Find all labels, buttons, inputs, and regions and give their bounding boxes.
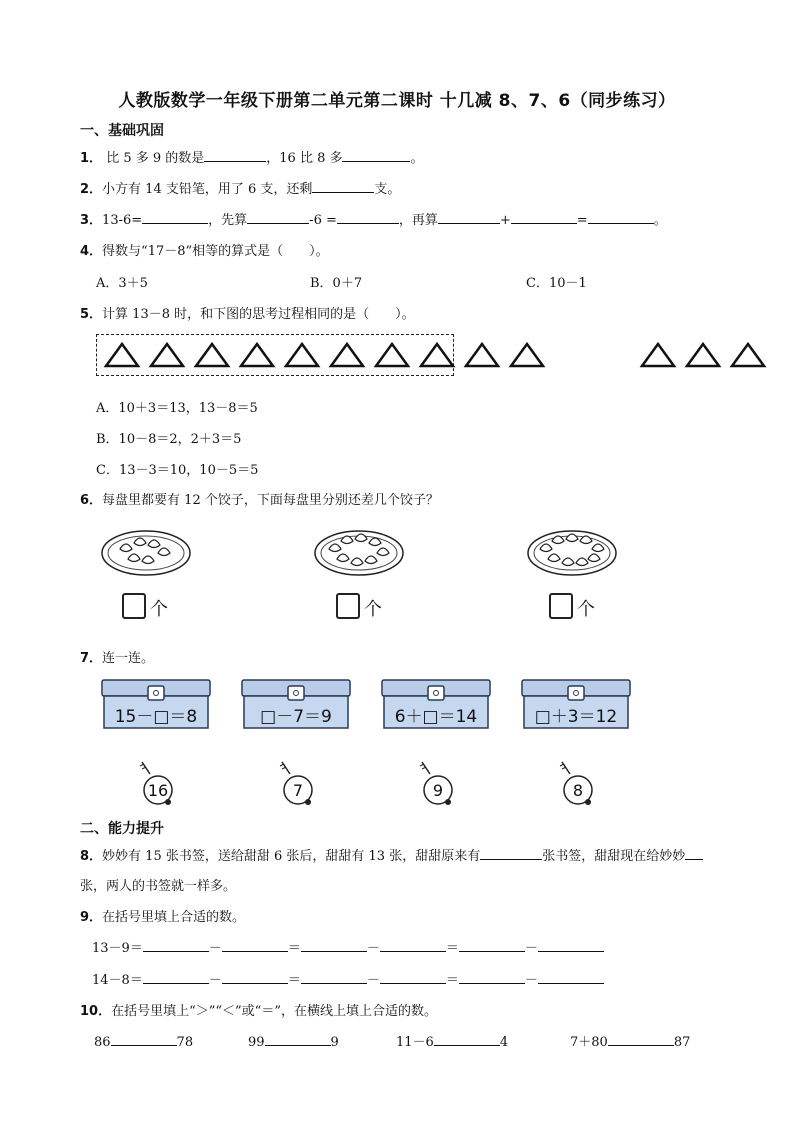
answer-blank[interactable] <box>511 209 577 224</box>
page-title: 人教版数学一年级下册第二单元第二课时 十几减 8、7、6（同步练习） <box>118 91 676 111</box>
answer-blank[interactable] <box>247 209 309 224</box>
answer-blank[interactable] <box>380 937 446 952</box>
question-7: 7．连一连。 <box>80 651 155 666</box>
chest-equation: 15－□＝8 <box>114 707 198 727</box>
equation-row-2: 14－8＝ － ＝ － ＝ － <box>92 969 604 988</box>
answer-blank[interactable] <box>265 1031 331 1046</box>
question-4: 4．得数与“17－8”相等的算式是（ ）。 <box>80 244 329 259</box>
unit-label: 个 <box>577 599 595 620</box>
option-c[interactable]: C．10－1 <box>526 276 587 291</box>
triangle-icon <box>687 344 719 366</box>
answer-blank[interactable] <box>459 937 525 952</box>
compare-item: 11－6 4 <box>396 1031 508 1050</box>
triangle-icon <box>106 344 138 366</box>
treasure-chest-3[interactable] <box>380 678 492 730</box>
answer-blank[interactable] <box>380 969 446 984</box>
option-c[interactable]: C．13－3＝10，10－5＝5 <box>96 463 259 478</box>
triangles-figure <box>0 336 794 386</box>
answer-box[interactable] <box>122 593 146 619</box>
triangle-icon <box>331 344 363 366</box>
answer-blank[interactable] <box>222 937 288 952</box>
answer-blank[interactable] <box>459 969 525 984</box>
answer-blank[interactable] <box>685 845 703 860</box>
answer-blank[interactable] <box>588 209 654 224</box>
triangle-icon <box>732 344 764 366</box>
answer-blank[interactable] <box>143 937 209 952</box>
answer-blank[interactable] <box>608 1031 674 1046</box>
question-8-cont: 张，两人的书签就一样多。 <box>80 879 237 894</box>
answer-blank[interactable] <box>301 969 367 984</box>
equation-row-1: 13－9＝ － ＝ － ＝ － <box>92 937 604 956</box>
key-1[interactable] <box>136 760 176 808</box>
answer-blank[interactable] <box>342 147 410 162</box>
option-a[interactable]: A．10＋3＝13，13－8＝5 <box>96 401 258 416</box>
triangle-icon <box>511 344 543 366</box>
triangle-icon <box>642 344 674 366</box>
key-number: 16 <box>147 781 169 800</box>
triangle-icon <box>196 344 228 366</box>
answer-blank[interactable] <box>438 209 500 224</box>
answer-blank[interactable] <box>337 209 399 224</box>
question-3: 3．13-6= ，先算 -6 = ，再算 + = 。 <box>80 209 667 228</box>
treasure-chest-4[interactable] <box>520 678 632 730</box>
question-10: 10．在括号里填上“＞”“＜”或“＝”，在横线上填上合适的数。 <box>80 1004 437 1019</box>
answer-blank[interactable] <box>538 969 604 984</box>
chest-equation: 6＋□＝14 <box>394 707 478 727</box>
section-advanced: 二、能力提升 <box>80 821 164 837</box>
section-basic: 一、基础巩固 <box>80 123 164 139</box>
question-5: 5．计算 13－8 时，和下图的思考过程相同的是（ ）。 <box>80 307 415 322</box>
triangle-icon <box>466 344 498 366</box>
answer-blank[interactable] <box>480 845 542 860</box>
key-number: 7 <box>292 781 304 800</box>
option-b[interactable]: B．10－8＝2，2＋3＝5 <box>96 432 242 447</box>
key-number: 9 <box>432 781 444 800</box>
question-1: 1． 比 5 多 9 的数是 ，16 比 8 多 。 <box>80 147 424 166</box>
option-a[interactable]: A．3＋5 <box>96 276 148 291</box>
answer-blank[interactable] <box>111 1031 177 1046</box>
chest-equation: □－7＝9 <box>260 707 332 727</box>
treasure-chest-2[interactable] <box>240 678 352 730</box>
answer-blank[interactable] <box>222 969 288 984</box>
answer-blank[interactable] <box>142 209 208 224</box>
answer-blank[interactable] <box>204 147 266 162</box>
dumpling-plate-icon <box>526 525 618 581</box>
key-3[interactable] <box>416 760 456 808</box>
answer-blank[interactable] <box>538 937 604 952</box>
answer-blank[interactable] <box>312 178 374 193</box>
answer-blank[interactable] <box>434 1031 500 1046</box>
dumpling-plate-icon <box>100 525 192 581</box>
triangle-icon <box>421 344 453 366</box>
question-8: 8．妙妙有 15 张书签，送给甜甜 6 张后，甜甜有 13 张，甜甜原来有 张书签，甜甜现在给妙妙 <box>80 845 703 864</box>
triangle-icon <box>376 344 408 366</box>
dumpling-plate-icon <box>313 525 405 581</box>
question-2: 2．小方有 14 支铅笔，用了 6 支，还剩 支。 <box>80 178 400 197</box>
unit-label: 个 <box>364 599 382 620</box>
triangle-icon <box>286 344 318 366</box>
answer-blank[interactable] <box>143 969 209 984</box>
option-b[interactable]: B．0＋7 <box>310 276 363 291</box>
question-9: 9．在括号里填上合适的数。 <box>80 910 246 925</box>
key-2[interactable] <box>276 760 316 808</box>
key-4[interactable] <box>556 760 596 808</box>
unit-label: 个 <box>150 599 168 620</box>
triangle-icon <box>241 344 273 366</box>
question-6: 6．每盘里都要有 12 个饺子，下面每盘里分别还差几个饺子？ <box>80 493 439 508</box>
answer-box[interactable] <box>336 593 360 619</box>
treasure-chest-1[interactable] <box>100 678 212 730</box>
triangle-icon <box>151 344 183 366</box>
chest-equation: □＋3＝12 <box>534 707 618 727</box>
compare-item: 7＋80 87 <box>570 1031 690 1050</box>
key-number: 8 <box>572 781 584 800</box>
compare-item: 86 78 <box>94 1031 193 1050</box>
answer-box[interactable] <box>549 593 573 619</box>
answer-blank[interactable] <box>301 937 367 952</box>
compare-item: 99 9 <box>248 1031 339 1050</box>
